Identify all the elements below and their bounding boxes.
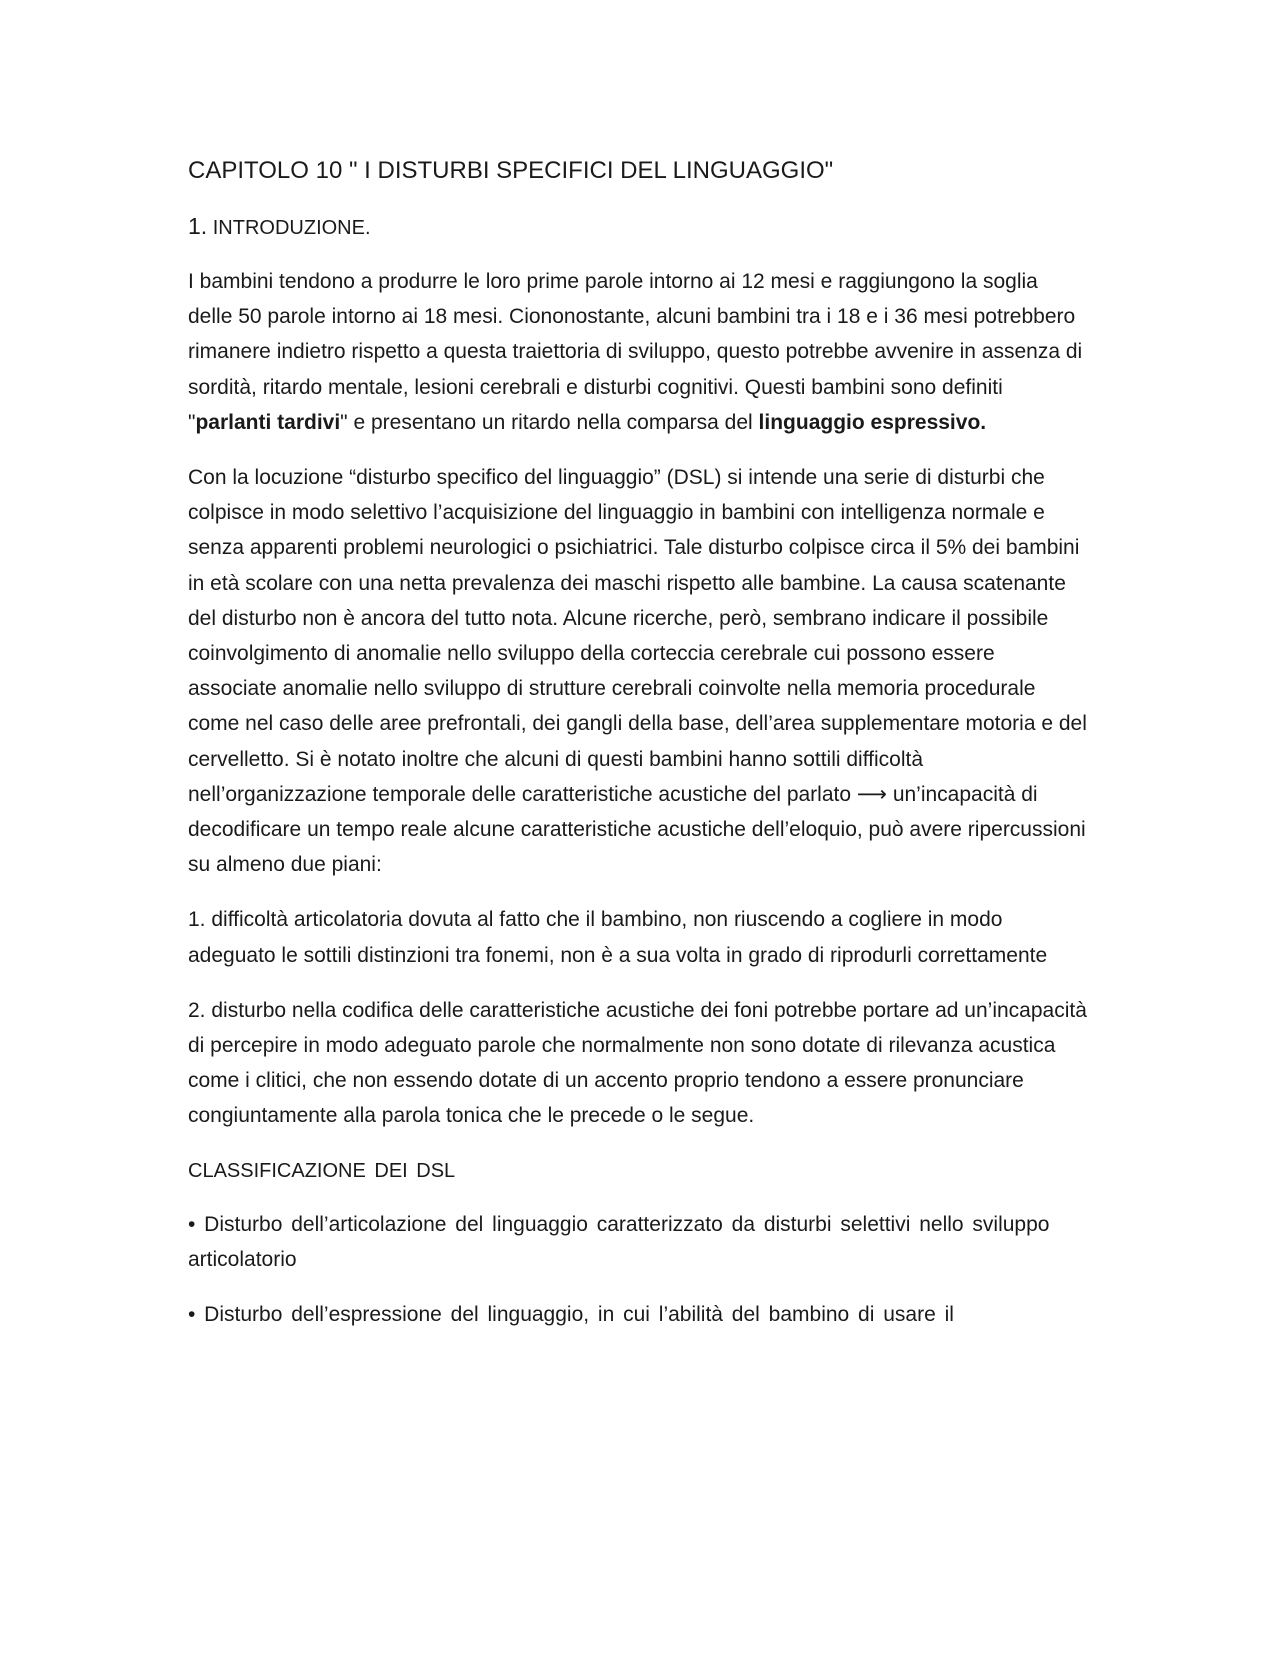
- dsl-definition-paragraph: Con la locuzione “disturbo specifico del linguaggio” (DSL) si intende una serie di disturbi che colpisce in modo selettivo l’acquisizione del linguaggio in bambini con intelligenza normale e senza apparenti problemi neurologici o psichiatrici. Tale disturbo colpisce circa il 5% dei bambini in età scolare con una netta prevalenza dei maschi rispetto alle bambine. La causa scatenante del disturbo non è ancora del tutto nota. Alcune ricerche, però, sembrano indicare il possibile coinvolgimento di anomalie nello sviluppo della corteccia cerebrale cui possono essere associate anomalie nello sviluppo di strutture cerebrali coinvolte nella memoria procedurale come nel caso delle aree prefrontali, dei gangli della base, dell’area supplementare motoria e del cervelletto. Si è notato inoltre che alcuni di questi bambini hanno sottili difficoltà nell’organizzazione temporale delle caratteristiche acustiche del parlato ⟶ un’incapacità di decodificare un tempo reale alcune caratteristiche acustiche dell’eloquio, può avere ripercussioni su almeno due piani:: [188, 466, 1087, 877]
- term-parlanti-tardivi: parlanti tardivi: [195, 410, 341, 434]
- bullet-item-articolazione: • Disturbo dell’articolazione del linguaggio caratterizzato da disturbi selettivi nello sviluppo articolatorio: [188, 1212, 1050, 1271]
- chapter-title: CAPITOLO 10 " I DISTURBI SPECIFICI DEL LINGUAGGIO": [188, 157, 834, 184]
- intro-paragraph: [188, 264, 1088, 440]
- section-number: 1.: [188, 213, 208, 239]
- classification-heading: CLASSIFICAZIONE DEI DSL: [188, 1159, 456, 1182]
- numbered-item-1: 1. difficoltà articolatoria dovuta al fatto che il bambino, non riuscendo a cogliere in modo adeguato le sottili distinzioni tra fonemi, non è a sua volta in grado di riprodurli correttamente: [188, 908, 1048, 967]
- term-linguaggio-espressivo: linguaggio espressivo.: [758, 410, 987, 434]
- document-body: [188, 150, 1088, 1352]
- numbered-item-2: 2. disturbo nella codifica delle caratteristiche acustiche dei foni potrebbe portare ad un’incapacità di percepire in modo adeguato parole che normalmente non sono dotate di rilevanza acustica come i clitici, che non essendo dotate di un accento proprio tendono a essere pronunciare congiuntamente alla parola tonica che le precede o le segue.: [188, 998, 1087, 1128]
- intro-text-a: I bambini tendono a produrre le loro prime parole intorno ai 12 mesi e raggiungono la soglia delle 50 parole intorno ai 18 mesi. Ciononostante, alcuni bambini tra i 18 e i 36 mesi potrebbero rimanere indietro rispetto a questa traiettoria di sviluppo, questo potrebbe avvenire in assenza di sordità, ritardo mentale, lesioni cerebrali e disturbi cognitivi. Questi bambini sono definiti ": [188, 270, 1083, 434]
- bullet-item-espressione: • Disturbo dell’espressione del linguaggio, in cui l’abilità del bambino di usare il: [188, 1303, 954, 1327]
- section-heading: [188, 210, 1088, 244]
- intro-text-b: " e presentano un ritardo nella comparsa del: [340, 410, 759, 434]
- section-title: INTRODUZIONE.: [212, 217, 371, 239]
